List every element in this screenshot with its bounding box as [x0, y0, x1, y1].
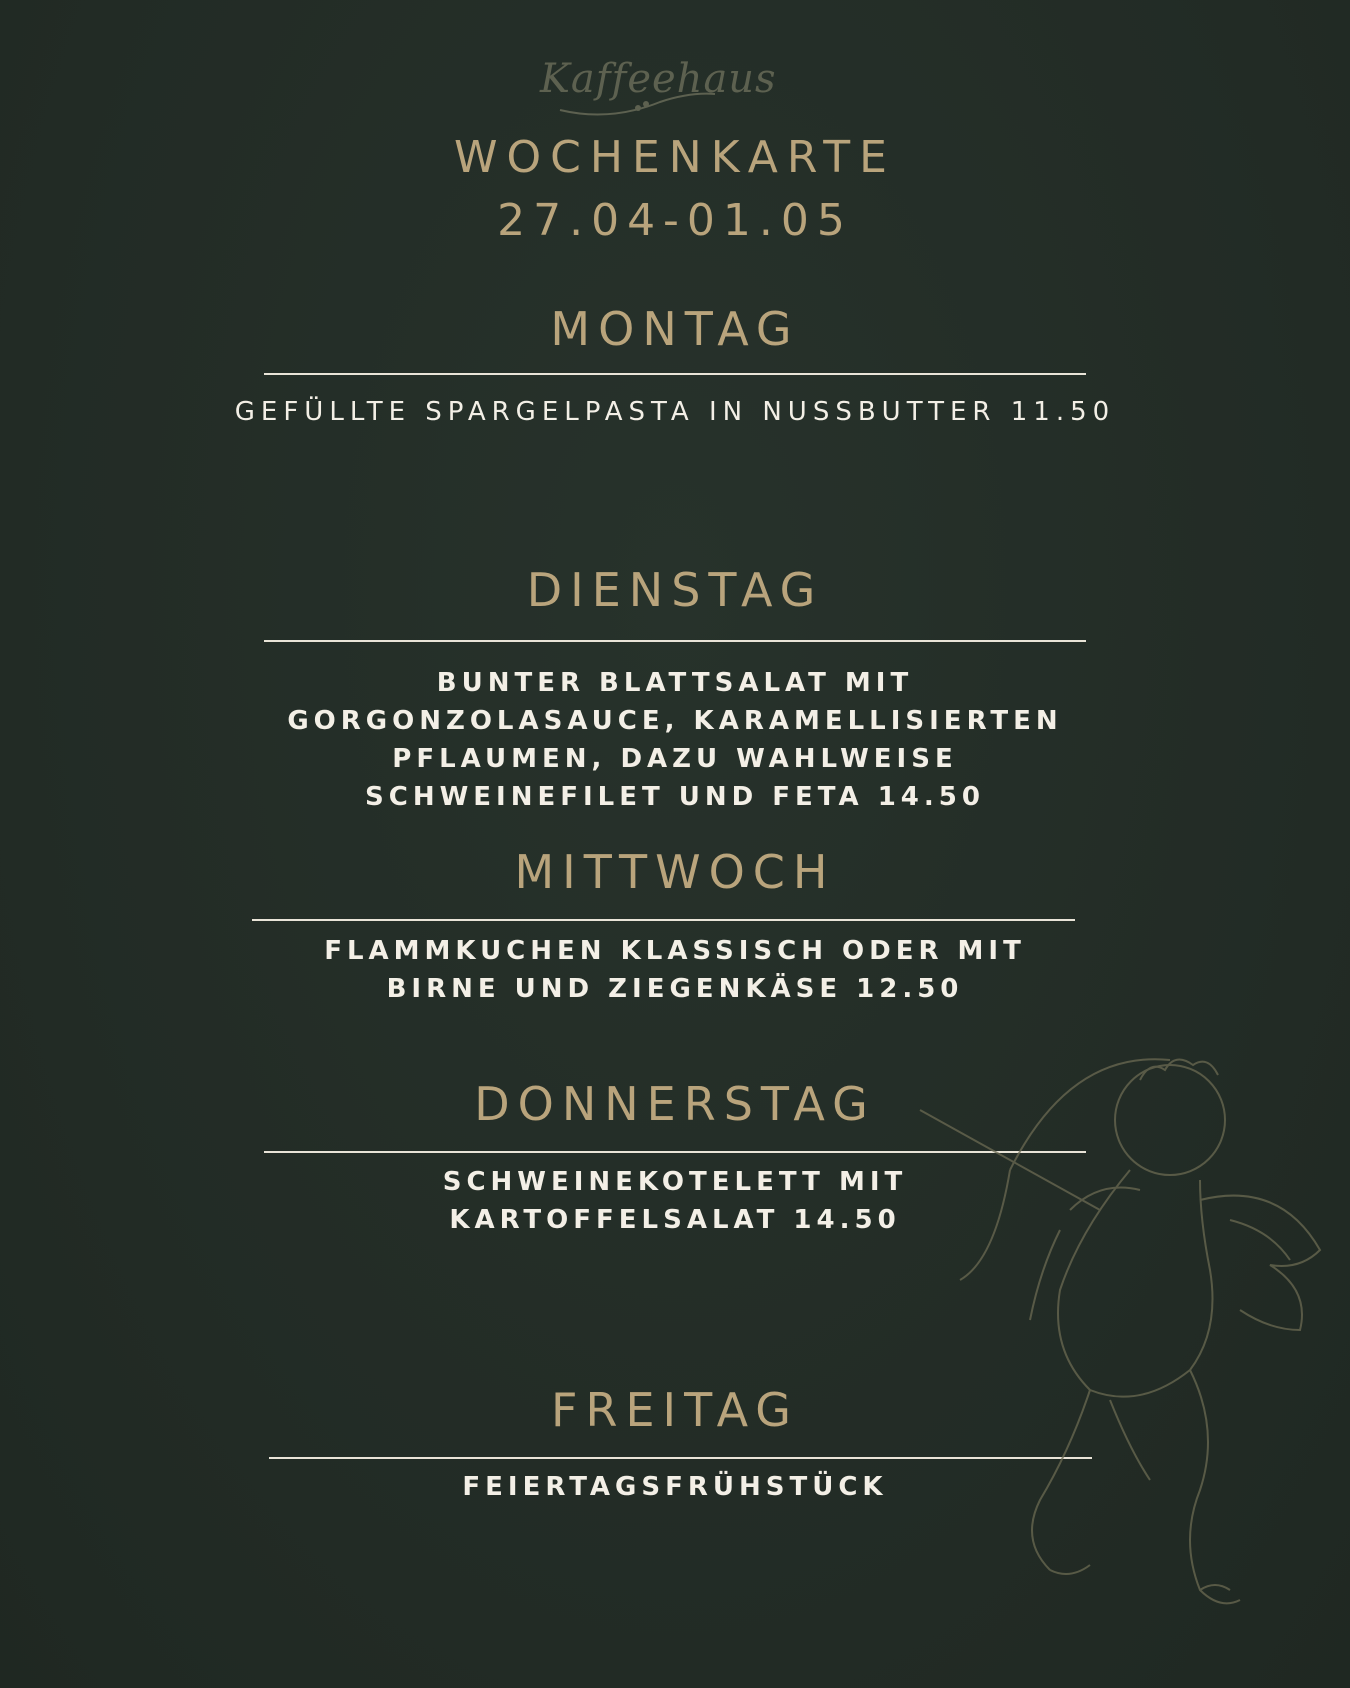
dish-line: SCHWEINEKOTELETT MIT	[442, 1167, 908, 1197]
day-heading-donnerstag: DONNERSTAG	[474, 1077, 876, 1131]
dish-line: BIRNE UND ZIEGENKÄSE 12.50	[386, 974, 964, 1004]
day-heading-montag: MONTAG	[550, 302, 800, 356]
dish-dienstag	[0, 664, 1350, 816]
day-heading-freitag: FREITAG	[551, 1383, 799, 1437]
dish-line: GORGONZOLASAUCE, KARAMELLISIERTEN	[287, 706, 1063, 736]
dish-line: GEFÜLLTE SPARGELPASTA IN NUSSBUTTER 11.50	[234, 397, 1116, 427]
dish-line: FEIERTAGSFRÜHSTÜCK	[462, 1472, 888, 1502]
divider-dienstag	[264, 640, 1086, 642]
dish-montag	[0, 393, 1350, 431]
date-range: 27.04-01.05	[497, 195, 853, 246]
dish-mittwoch	[0, 932, 1350, 1008]
day-heading-dienstag: DIENSTAG	[526, 563, 824, 617]
logo-text: Kaffeehaus	[540, 56, 777, 102]
day-heading-mittwoch: MITTWOCH	[514, 845, 836, 899]
divider-montag	[264, 373, 1086, 375]
dish-line: FLAMMKUCHEN KLASSISCH ODER MIT	[324, 936, 1026, 966]
kaffeehaus-logo	[540, 50, 777, 122]
dish-line: KARTOFFELSALAT 14.50	[449, 1205, 901, 1235]
divider-mittwoch	[252, 919, 1075, 921]
cherub-illustration-icon	[900, 1030, 1340, 1630]
dish-line: BUNTER BLATTSALAT MIT	[436, 668, 914, 698]
dish-line: PFLAUMEN, DAZU WAHLWEISE	[392, 744, 958, 774]
dish-line: SCHWEINEFILET UND FETA 14.50	[365, 782, 985, 812]
menu-title: WOCHENKARTE	[454, 132, 896, 183]
